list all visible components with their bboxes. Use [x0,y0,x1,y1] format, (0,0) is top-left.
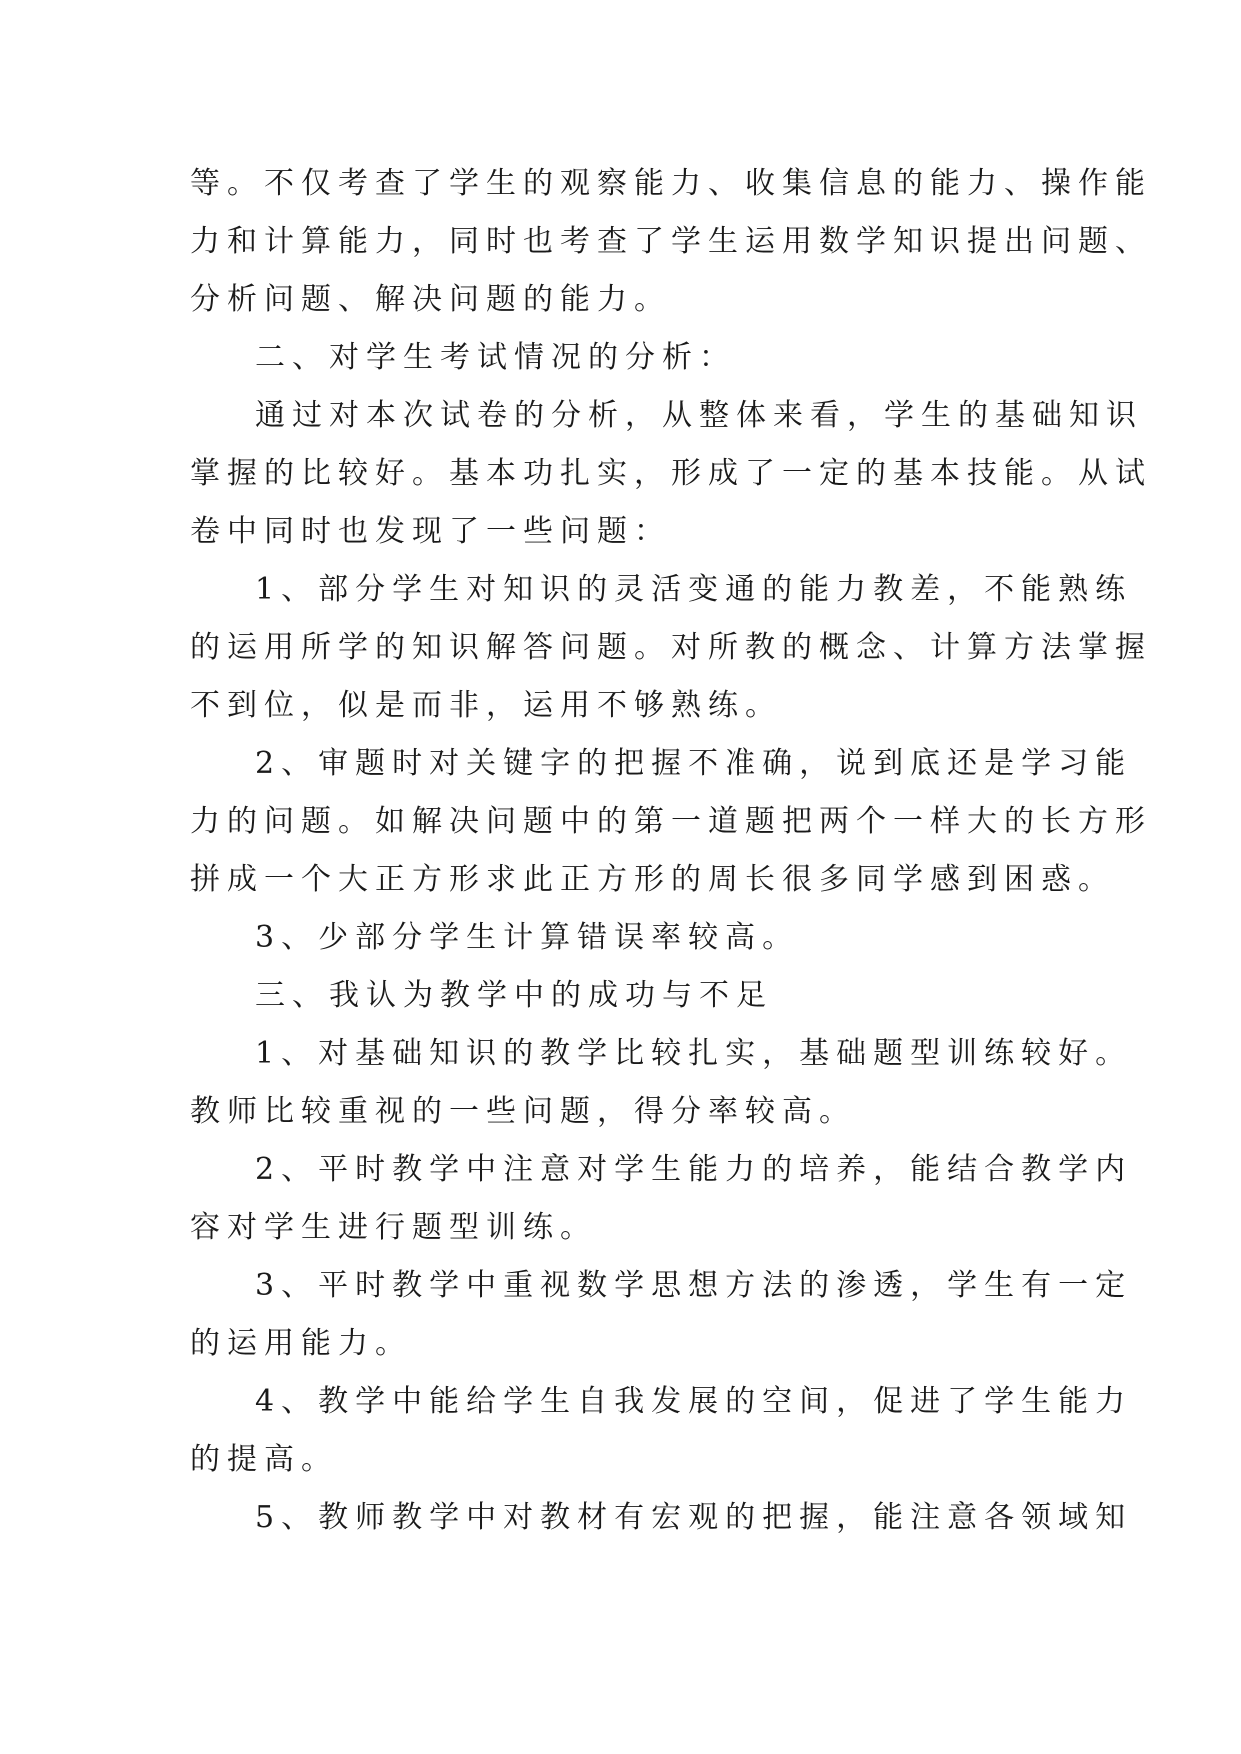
section-heading: 三、我认为教学中的成功与不足 [255,978,773,1013]
text-line: 的运用所学的知识解答问题。对所教的概念、计算方法掌握 [190,630,1152,665]
text-line: 的运用能力。 [190,1326,412,1361]
text-line: 力的问题。如解决问题中的第一道题把两个一样大的长方形 [190,804,1152,839]
text-line: 拼成一个大正方形求此正方形的周长很多同学感到困惑。 [190,862,1115,897]
text-line: 卷中同时也发现了一些问题： [190,514,671,549]
text-line: 5、教师教学中对教材有宏观的把握，能注意各领域知 [255,1500,1133,1535]
text-line: 分析问题、解决问题的能力。 [190,282,671,317]
text-line: 4、教学中能给学生自我发展的空间，促进了学生能力 [255,1384,1133,1419]
text-line: 力和计算能力，同时也考查了学生运用数学知识提出问题、 [190,224,1152,259]
text-line: 1、部分学生对知识的灵活变通的能力教差，不能熟练 [255,572,1133,607]
text-line: 不到位，似是而非，运用不够熟练。 [190,688,782,723]
text-line: 容对学生进行题型训练。 [190,1210,597,1245]
text-line: 等。不仅考查了学生的观察能力、收集信息的能力、操作能 [190,166,1152,201]
text-line: 2、审题时对关键字的把握不准确，说到底还是学习能 [255,746,1133,781]
text-line: 的提高。 [190,1442,338,1477]
text-line: 掌握的比较好。基本功扎实，形成了一定的基本技能。从试 [190,456,1152,491]
section-heading: 二、对学生考试情况的分析： [255,340,736,375]
text-line: 1、对基础知识的教学比较扎实，基础题型训练较好。 [255,1036,1133,1071]
text-line: 3、平时教学中重视数学思想方法的渗透，学生有一定 [255,1268,1133,1303]
text-line: 3、少部分学生计算错误率较高。 [255,920,800,955]
text-line: 通过对本次试卷的分析，从整体来看，学生的基础知识 [255,398,1143,433]
text-line: 2、平时教学中注意对学生能力的培养，能结合教学内 [255,1152,1133,1187]
text-line: 教师比较重视的一些问题，得分率较高。 [190,1094,856,1129]
